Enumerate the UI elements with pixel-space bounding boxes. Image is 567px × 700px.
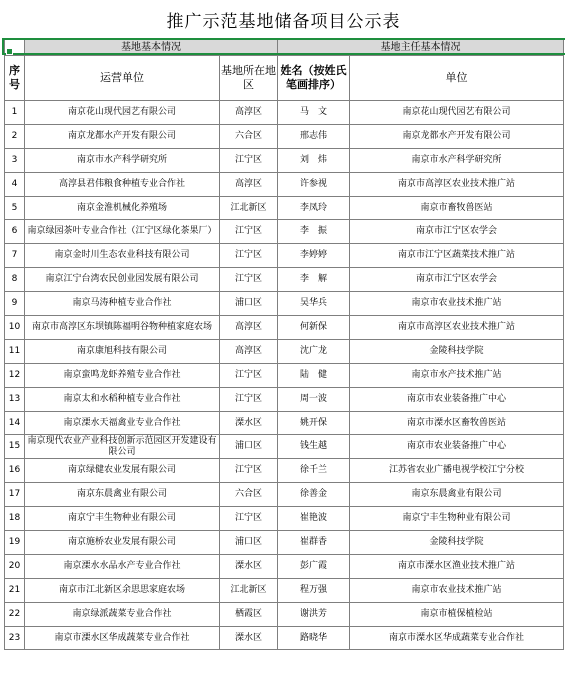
cell-district[interactable]: 江宁区 bbox=[220, 268, 278, 292]
cell-name[interactable]: 沈广龙 bbox=[278, 339, 350, 363]
cell-org[interactable]: 南京宁丰生物种业有限公司 bbox=[350, 507, 564, 531]
cell-seq[interactable]: 8 bbox=[5, 268, 25, 292]
cell-name[interactable]: 路晓华 bbox=[278, 626, 350, 650]
table-row bbox=[5, 435, 564, 459]
cell-org[interactable]: 金陵科技学院 bbox=[350, 531, 564, 555]
cell-seq[interactable]: 16 bbox=[5, 459, 25, 483]
cell-seq[interactable]: 13 bbox=[5, 387, 25, 411]
cell-name[interactable]: 许参视 bbox=[278, 172, 350, 196]
cell-unit[interactable]: 南京江宁台湾农民创业园发展有限公司 bbox=[25, 268, 220, 292]
cell-district[interactable]: 栖霞区 bbox=[220, 602, 278, 626]
cell-unit[interactable]: 南京市江北新区余思思家庭农场 bbox=[25, 578, 220, 602]
cell-org[interactable]: 南京龙都水产开发有限公司 bbox=[350, 124, 564, 148]
cell-name[interactable]: 程万强 bbox=[278, 578, 350, 602]
cell-seq[interactable]: 20 bbox=[5, 554, 25, 578]
cell-seq[interactable]: 10 bbox=[5, 316, 25, 340]
cell-district[interactable]: 高淳区 bbox=[220, 101, 278, 125]
cell-district[interactable]: 浦口区 bbox=[220, 435, 278, 459]
cell-name[interactable]: 李凤玲 bbox=[278, 196, 350, 220]
cell-unit[interactable]: 南京绿健农业发展有限公司 bbox=[25, 459, 220, 483]
table-row bbox=[5, 554, 564, 578]
cell-name[interactable]: 吴华兵 bbox=[278, 292, 350, 316]
cell-seq[interactable]: 12 bbox=[5, 363, 25, 387]
cell-org[interactable]: 南京市农业装备推广中心 bbox=[350, 435, 564, 459]
table-row bbox=[5, 459, 564, 483]
cell-unit[interactable]: 南京市水产科学研究所 bbox=[25, 148, 220, 172]
table-row bbox=[5, 101, 564, 125]
cell-name[interactable]: 徐善金 bbox=[278, 483, 350, 507]
cell-seq[interactable]: 15 bbox=[5, 435, 25, 459]
cell-unit[interactable]: 南京金时川生态农业科技有限公司 bbox=[25, 244, 220, 268]
cell-seq[interactable]: 7 bbox=[5, 244, 25, 268]
cell-seq[interactable]: 14 bbox=[5, 411, 25, 435]
table-row bbox=[5, 339, 564, 363]
cell-name[interactable]: 姚开保 bbox=[278, 411, 350, 435]
cell-org[interactable]: 南京市农业技术推广站 bbox=[350, 292, 564, 316]
cell-org[interactable]: 南京市水产科学研究所 bbox=[350, 148, 564, 172]
cell-name[interactable]: 钱生越 bbox=[278, 435, 350, 459]
cell-seq[interactable]: 2 bbox=[5, 124, 25, 148]
cell-district[interactable]: 溧水区 bbox=[220, 411, 278, 435]
cell-name[interactable]: 何新保 bbox=[278, 316, 350, 340]
table-row bbox=[5, 124, 564, 148]
cell-seq[interactable]: 17 bbox=[5, 483, 25, 507]
table-row bbox=[5, 268, 564, 292]
cell-name[interactable]: 刘 炜 bbox=[278, 148, 350, 172]
table-row bbox=[5, 626, 564, 650]
table-row bbox=[5, 411, 564, 435]
cell-org[interactable]: 南京市溧水区华成蔬菜专业合作社 bbox=[350, 626, 564, 650]
selection-border-left bbox=[2, 38, 4, 55]
cell-seq[interactable]: 21 bbox=[5, 578, 25, 602]
cell-district[interactable]: 六合区 bbox=[220, 483, 278, 507]
table-row bbox=[5, 172, 564, 196]
cell-district[interactable]: 浦口区 bbox=[220, 292, 278, 316]
cell-unit[interactable]: 南京龙都水产开发有限公司 bbox=[25, 124, 220, 148]
cell-org[interactable]: 南京市水产技术推广站 bbox=[350, 363, 564, 387]
table-row bbox=[5, 244, 564, 268]
cell-district[interactable]: 高淳区 bbox=[220, 172, 278, 196]
fill-handle[interactable] bbox=[6, 48, 13, 55]
cell-district[interactable]: 江宁区 bbox=[220, 363, 278, 387]
selection-border-bottom bbox=[2, 53, 565, 55]
table-row bbox=[5, 363, 564, 387]
cell-name[interactable]: 徐千兰 bbox=[278, 459, 350, 483]
cell-org[interactable]: 南京市畜牧兽医站 bbox=[350, 196, 564, 220]
cell-seq[interactable]: 1 bbox=[5, 101, 25, 125]
cell-org[interactable]: 南京市江宁区农学会 bbox=[350, 220, 564, 244]
cell-district[interactable]: 江宁区 bbox=[220, 148, 278, 172]
header-district[interactable]: 基地所在地区 bbox=[220, 56, 278, 101]
cell-district[interactable]: 江北新区 bbox=[220, 578, 278, 602]
cell-seq[interactable]: 9 bbox=[5, 292, 25, 316]
cell-seq[interactable]: 23 bbox=[5, 626, 25, 650]
selection-border-top bbox=[2, 38, 565, 40]
cell-unit[interactable]: 南京施桥农业发展有限公司 bbox=[25, 531, 220, 555]
cell-org[interactable]: 南京市江宁区农学会 bbox=[350, 268, 564, 292]
cell-org[interactable]: 南京东晨禽业有限公司 bbox=[350, 483, 564, 507]
cell-unit[interactable]: 高淳县君伟粮食种植专业合作社 bbox=[25, 172, 220, 196]
table-row bbox=[5, 148, 564, 172]
cell-district[interactable]: 江宁区 bbox=[220, 507, 278, 531]
cell-unit[interactable]: 南京康旭科技有限公司 bbox=[25, 339, 220, 363]
cell-unit[interactable]: 南京太和水稻种植专业合作社 bbox=[25, 387, 220, 411]
header-unit[interactable]: 运营单位 bbox=[25, 56, 220, 101]
cell-name[interactable]: 马 文 bbox=[278, 101, 350, 125]
cell-org[interactable]: 南京市江宁区蔬菜技术推广站 bbox=[350, 244, 564, 268]
cell-org[interactable]: 南京市植保植检站 bbox=[350, 602, 564, 626]
table-row bbox=[5, 316, 564, 340]
cell-name[interactable]: 崔艳波 bbox=[278, 507, 350, 531]
cell-name[interactable]: 李 解 bbox=[278, 268, 350, 292]
cell-unit[interactable]: 南京绿园茶叶专业合作社（江宁区绿化茶果厂） bbox=[25, 220, 220, 244]
table-row bbox=[5, 220, 564, 244]
cell-seq[interactable]: 5 bbox=[5, 196, 25, 220]
spreadsheet-table bbox=[4, 38, 564, 650]
cell-unit[interactable]: 南京市高淳区东坝镇陈福明谷物种植家庭农场 bbox=[25, 316, 220, 340]
cell-unit[interactable]: 南京马涛种植专业合作社 bbox=[25, 292, 220, 316]
cell-unit[interactable]: 南京溧水水品水产专业合作社 bbox=[25, 554, 220, 578]
cell-org[interactable]: 南京市高淳区农业技术推广站 bbox=[350, 172, 564, 196]
cell-district[interactable]: 江宁区 bbox=[220, 459, 278, 483]
cell-unit[interactable]: 南京东晨禽业有限公司 bbox=[25, 483, 220, 507]
table-row bbox=[5, 483, 564, 507]
table-row bbox=[5, 292, 564, 316]
cell-district[interactable]: 浦口区 bbox=[220, 531, 278, 555]
cell-seq[interactable]: 22 bbox=[5, 602, 25, 626]
cell-name[interactable]: 谢洪芳 bbox=[278, 602, 350, 626]
cell-unit[interactable]: 南京蛮鸣龙虾养殖专业合作社 bbox=[25, 363, 220, 387]
header-org[interactable]: 单位 bbox=[350, 56, 564, 101]
cell-unit[interactable]: 南京市溧水区华成蔬菜专业合作社 bbox=[25, 626, 220, 650]
cell-name[interactable]: 李婷婷 bbox=[278, 244, 350, 268]
cell-unit[interactable]: 南京现代农业产业科技创新示范园区开发建设有限公司 bbox=[25, 435, 220, 459]
cell-name[interactable]: 李 振 bbox=[278, 220, 350, 244]
table-row bbox=[5, 507, 564, 531]
group-host-info[interactable]: 基地主任基本情况 bbox=[278, 39, 564, 56]
table-row bbox=[5, 196, 564, 220]
cell-district[interactable]: 溧水区 bbox=[220, 554, 278, 578]
cell-name[interactable]: 彭广霞 bbox=[278, 554, 350, 578]
cell-org[interactable]: 南京市农业装备推广中心 bbox=[350, 387, 564, 411]
cell-org[interactable]: 南京市溧水区渔业技术推广站 bbox=[350, 554, 564, 578]
cell-name[interactable]: 周一波 bbox=[278, 387, 350, 411]
cell-district[interactable]: 高淳区 bbox=[220, 339, 278, 363]
cell-unit[interactable]: 南京溧水天福禽业专业合作社 bbox=[25, 411, 220, 435]
header-seq[interactable]: 序号 bbox=[5, 56, 25, 101]
table-row bbox=[5, 578, 564, 602]
cell-org[interactable]: 南京市农业技术推广站 bbox=[350, 578, 564, 602]
cell-district[interactable]: 江宁区 bbox=[220, 244, 278, 268]
cell-org[interactable]: 南京市高淳区农业技术推广站 bbox=[350, 316, 564, 340]
cell-seq[interactable]: 19 bbox=[5, 531, 25, 555]
cell-unit[interactable]: 南京绿派蔬菜专业合作社 bbox=[25, 602, 220, 626]
cell-org[interactable]: 江苏省农业广播电视学校江宁分校 bbox=[350, 459, 564, 483]
cell-district[interactable]: 六合区 bbox=[220, 124, 278, 148]
cell-name[interactable]: 陆 健 bbox=[278, 363, 350, 387]
cell-seq[interactable]: 18 bbox=[5, 507, 25, 531]
cell-org[interactable]: 南京市溧水区畜牧兽医站 bbox=[350, 411, 564, 435]
cell-district[interactable]: 江宁区 bbox=[220, 387, 278, 411]
cell-seq[interactable]: 3 bbox=[5, 148, 25, 172]
cell-unit[interactable]: 南京金淮机械化养殖场 bbox=[25, 196, 220, 220]
cell-org[interactable]: 南京花山现代园艺有限公司 bbox=[350, 101, 564, 125]
cell-district[interactable]: 江北新区 bbox=[220, 196, 278, 220]
cell-seq[interactable]: 6 bbox=[5, 220, 25, 244]
cell-name[interactable]: 崔群香 bbox=[278, 531, 350, 555]
cell-unit[interactable]: 南京花山现代园艺有限公司 bbox=[25, 101, 220, 125]
cell-seq[interactable]: 11 bbox=[5, 339, 25, 363]
cell-seq[interactable]: 4 bbox=[5, 172, 25, 196]
cell-org[interactable]: 金陵科技学院 bbox=[350, 339, 564, 363]
column-header-row bbox=[5, 56, 564, 101]
cell-district[interactable]: 江宁区 bbox=[220, 220, 278, 244]
sheet-title: 推广示范基地储备项目公示表 bbox=[166, 11, 401, 32]
table-row bbox=[5, 602, 564, 626]
cell-district[interactable]: 溧水区 bbox=[220, 626, 278, 650]
cell-name[interactable]: 邢志伟 bbox=[278, 124, 350, 148]
cell-unit[interactable]: 南京宁丰生物种业有限公司 bbox=[25, 507, 220, 531]
table-row bbox=[5, 387, 564, 411]
table-row bbox=[5, 531, 564, 555]
group-base-info[interactable]: 基地基本情况 bbox=[25, 39, 278, 56]
cell-district[interactable]: 高淳区 bbox=[220, 316, 278, 340]
header-name[interactable]: 姓名（按姓氏笔画排序） bbox=[278, 56, 350, 101]
